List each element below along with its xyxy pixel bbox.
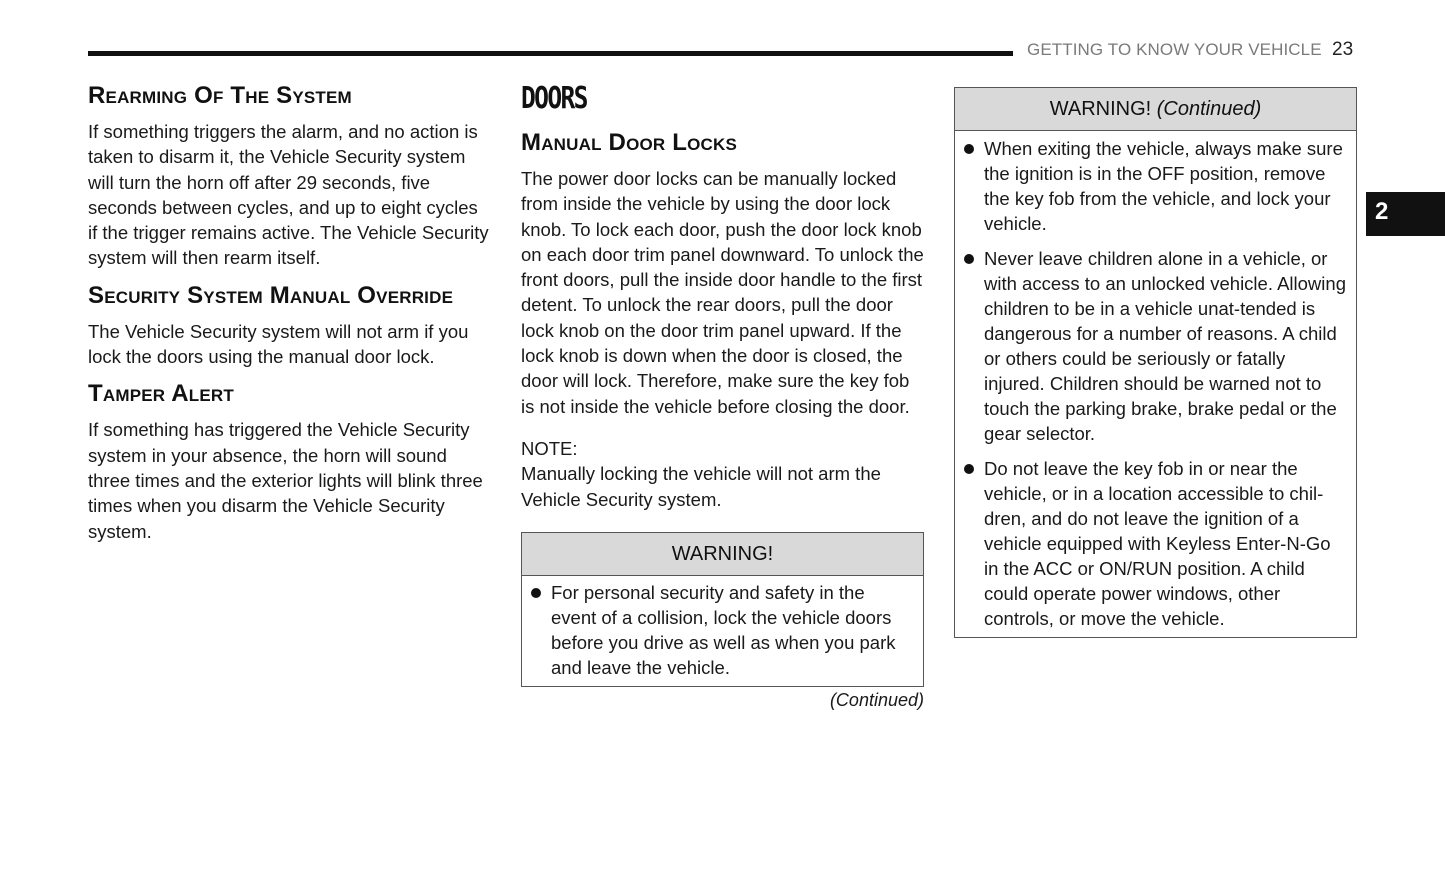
page-number: 23 [1332,39,1354,60]
bullet-icon [531,588,541,598]
tamper-heading: Tamper Alert [88,380,234,408]
bullet-icon [964,464,974,474]
chapter-tab: 2 [1366,192,1445,236]
override-body: The Vehicle Security system will not arm if you lock the doors using the manual door lock. [88,320,469,368]
doors-heading: DOORS [521,81,587,116]
warning-item: For personal security and safety in the event of a collision, lock the vehicle doors before you drive as well as when you park and leave the vehicle. [530,580,915,680]
warning-item: Never leave children alone in a vehicle, or with access to an unlocked vehicle. Allowing children to be in a vehicle unat-tended is dangerous for a number of reasons. A child or others could be seriously or fatally injured. Children should be warned not to touch the parking brake, brake pedal or the gear selector. [963,246,1348,446]
warning-box [521,532,924,687]
middle-column [521,80,924,712]
override-heading: Security System Manual Override [88,281,454,309]
rearming-heading: Rearming Of The System [88,82,352,109]
manual-locks-heading: Manual Door Locks [521,129,738,156]
continued-label: (Continued) [829,689,924,710]
warning-item: Do not leave the key fob in or near the vehicle, or in a location accessible to chil-dren, and do not leave the ignition of a vehicle equipped with Keyless Enter-N-Go in the ACC or ON/RUN position. A child could operate power windows, other controls, or move the vehicle. [963,456,1348,631]
note-text: Manually locking the vehicle will not arm the Vehicle Security system. [521,463,881,510]
bullet-icon [964,144,974,154]
tamper-body: If something has triggered the Vehicle Security system in your absence, the horn will sound three times and the exterior lights will blink three times when you disarm the Vehicle Security system. [88,419,483,542]
warning-continued-box [954,87,1357,638]
bullet-icon [964,254,974,264]
warning-title: WARNING! [522,533,923,576]
warning-continued-title: WARNING! (Continued) [955,88,1356,131]
warning-item: When exiting the vehicle, always make sure the ignition is in the OFF position, remove the key fob from the vehicle, and lock your vehicle. [963,136,1348,236]
section-title: GETTING TO KNOW YOUR VEHICLE [1027,40,1322,59]
manual-locks-body: The power door locks can be manually locked from inside the vehicle by using the door lock knob. To lock each door, push the door lock knob on each door trim panel downward. To unlock the front doors, pull the inside door handle to the first detent. To unlock the rear doors, pull the door lock knob on the door trim panel upward. If the lock knob is down when the door is closed, the door will lock. Therefore, make sure the key fob is not inside the vehicle before closing the door. [521,168,924,417]
note-label: NOTE: [521,437,578,459]
right-column [954,87,1357,638]
warning-continued-suffix: (Continued) [1156,98,1262,120]
header-rule [88,51,1013,56]
rearming-body: If something triggers the alarm, and no action is taken to disarm it, the Vehicle Security system will turn the horn off after 29 seconds, five seconds between cycles, and up to eight cycles if the trigger remains active. The Vehicle Security system will then rearm itself. [88,121,489,269]
left-column [88,80,490,544]
